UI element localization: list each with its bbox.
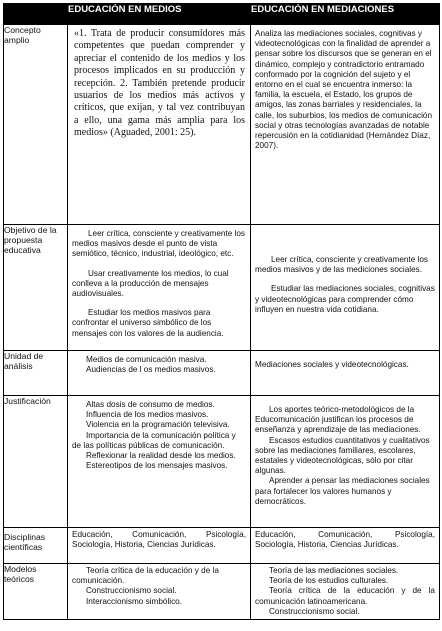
row-label: Objetivo de la propuesta educativa [4,225,68,351]
row-label: Justificación [4,396,68,528]
cell-paragraphs [68,225,250,341]
cell-text: «1. Trata de producir consumidores más competentes que puedan comprender y apreciar el contenido de los medios y los procesos implicados en su producción y recepción. 2. También pretende producir usuarios de los medios más activos y críticos, que exijan, y tal vez contribuyan a ello, una gama más amplia para los medios» (Aguaded, 2001: 25). [74,28,245,139]
header-corner-cell [4,4,68,25]
table-row-justificacion [4,396,440,528]
row-label: Unidad de análisis [4,351,68,396]
cell-list [251,396,439,509]
list-item: Teoría crítica de la educación y de la comunicación latinoamericana. [255,586,435,606]
cell-mediaciones [251,351,440,396]
table-row-concepto-amplio [4,25,440,225]
paragraph: Estudiar los medios masivos para confrontar el universo simbólico de los mensajes con los valores de la audiencia. [72,308,224,338]
cell-medios [68,225,251,351]
list-item: Estereotipos de los mensajes masivos. [86,461,228,471]
comparison-table [3,3,440,620]
list-item: Teoría de los estudios culturales. [269,576,389,586]
cell-mediaciones [251,564,440,620]
table-row-modelos [4,564,440,620]
paragraph: Usar creativamente los medios, lo cual conlleva a la producción de mensajes audiovisuales. [72,268,229,299]
cell-list [68,351,250,377]
cell-list [68,396,250,473]
table-row-objetivo [4,225,440,351]
cell-mediaciones [251,528,440,564]
table-row-unidad [4,351,440,396]
table-row-disciplinas [4,528,440,564]
table-header-row [4,4,440,25]
row-label: Disciplinas científicas [4,528,68,564]
cell-medios [68,528,251,564]
list-item: Los aportes teórico-metodológicos de la Educomunicación justifican los procesos de enseñanza y aprendizaje de las mediaciones. [255,405,421,435]
list-item: Escasos estudios cuantitativos y cualitativos sobre las mediaciones familiares, escolares, estatales y videotecnológicas, sólo por citar algunas. [255,435,430,476]
list-item: Importancia de la comunicación política y de las políticas públicas de comunicación. [72,430,236,450]
cell-paragraphs [251,225,439,317]
cell-mediaciones [251,25,440,225]
cell-text: Educación, Comunicación, Psicología, Sociología, Historia, Ciencias Jurídicas. [255,530,435,550]
list-item: Construccionismo social. [86,586,177,596]
row-label: Modelos teóricos [4,564,68,620]
paragraph: Leer crítica, consciente y creativamente los medios masivos desde el punto de vista semiótico, técnico, industrial, ideológico, etc. [72,229,245,259]
cell-mediaciones [251,225,440,351]
cell-text: Mediaciones sociales y videotecnológicas. [255,360,409,369]
header-educacion-en-medios: EDUCACIÓN EN MEDIOS [68,4,251,25]
list-item: Interaccionismo simbólico. [86,596,183,606]
cell-medios [68,564,251,620]
cell-medios [68,25,251,225]
list-item: Medios de comunicación masiva. [86,355,207,364]
cell-list [251,564,439,619]
list-item: Teoría crítica de la educación y de la comunicación. [72,566,219,586]
header-educacion-en-mediaciones: EDUCACIÓN EN MEDIACIONES [251,4,440,25]
cell-mediaciones [251,396,440,528]
cell-text: Analiza las mediaciones sociales, cognitivas y videotecnológicas con la finalidad de aprender a pensar sobre los discursos que se generan en el dinámico, complejo y contradictorio entramado conformado por la cognición del sujeto y el entorno en el cual se encuentra inmerso: la familia, la escuela, el Estado, los grupos de amigos, las zonas barriales y residenciales, la calle, los suburbios, los medios de comunicación social y otras tecnologías avanzadas de notable repercusión en la cotidianidad (Hernández Díaz, 2007). [255,29,433,151]
list-item: Construccionismo social. [269,606,360,616]
list-item: Audiencias de l os medios masivos. [86,365,216,375]
cell-text: Educación, Comunicación, Psicología, Sociología, Historia, Ciencias Jurídicas. [72,530,246,550]
row-label: Concepto amplio [4,25,68,225]
cell-medios [68,396,251,528]
cell-medios [68,351,251,396]
list-item: Reflexionar la realidad desde los medios. [86,451,236,461]
list-item: Aprender a pensar las mediaciones sociales para fortalecer los valores humanos y democráticos. [255,476,430,506]
paragraph: Estudiar las mediaciones sociales, cognitivas y videotecnológicas para comprender cómo influyen en nuestra vida cotidiana. [255,284,435,314]
list-item: Influencia de los medios masivos. [86,410,209,420]
list-item: Altas dosis de consumo de medios. [86,400,215,409]
list-item: Violencia en la programación televisiva. [86,420,230,430]
list-item: Teoría de las mediaciones sociales. [269,566,399,575]
cell-list [68,564,250,609]
paragraph: Leer crítica, consciente y creativamente los medios masivos y de las mediciones sociales. [255,255,428,275]
